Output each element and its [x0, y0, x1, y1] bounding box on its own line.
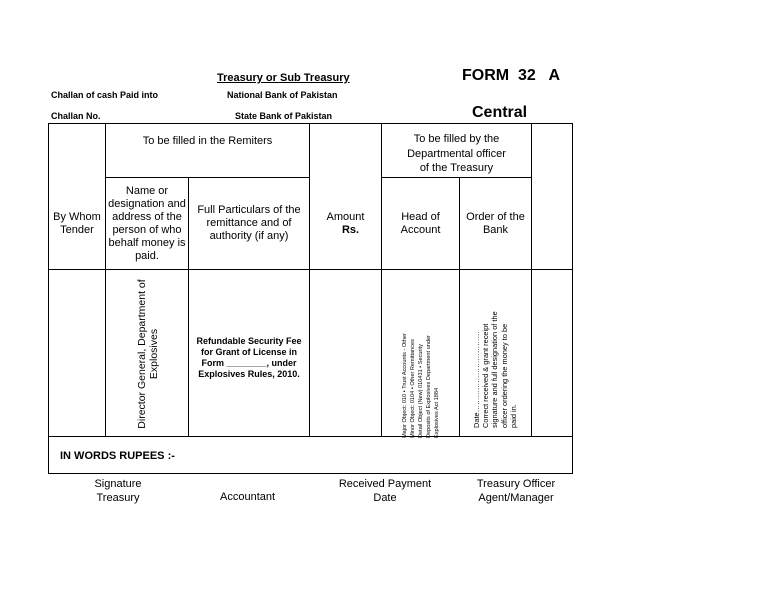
col-divider-3	[309, 124, 310, 436]
order-detail-line: paid in.	[508, 404, 518, 428]
refundable-form-blank: ________	[226, 358, 267, 368]
name-designation-header: Name or designation and address of the person of who behalf money is paid.	[108, 184, 186, 262]
col-divider-6	[531, 124, 532, 436]
refundable-fee-text	[190, 336, 308, 380]
row-divider-words	[48, 436, 573, 437]
refundable-line3: Explosives Rules, 2010.	[198, 369, 300, 379]
refundable-line2	[190, 358, 308, 369]
order-of-bank-header: Order of the Bank	[466, 210, 525, 236]
central-label: Central	[472, 104, 528, 121]
head-detail-line: Major Object: 010 • Trust Accounts - Other	[402, 333, 408, 438]
treasury-officer-label: Treasury Officer	[476, 478, 556, 490]
refundable-under-word: , under	[266, 358, 297, 368]
treasury-officer-block	[466, 477, 566, 505]
amount-label: Amount	[326, 210, 365, 223]
received-payment-label: Received Payment	[338, 478, 432, 490]
order-detail-line: Correct received & grant receipt	[481, 323, 491, 428]
by-whom-tender: By Whom Tender	[53, 210, 101, 236]
signature-treasury	[78, 477, 158, 505]
signature-label: Signature	[94, 478, 142, 490]
national-bank-label: National Bank of Pakistan	[227, 90, 338, 100]
refundable-form-word: Form	[201, 358, 224, 368]
rs-label: Rs.	[341, 223, 360, 236]
head-detail-line: Detail Object (New) 010431 • Security	[418, 344, 424, 438]
state-bank-label: State Bank of Pakistan	[235, 111, 333, 121]
head-detail-line: Minor Object: 0104 • Other Remittances	[410, 339, 416, 438]
challan-of-cash-label: Challan of cash Paid into	[51, 90, 159, 100]
date-label: Date	[373, 492, 397, 504]
in-words-label: IN WORDS RUPEES :-	[60, 450, 175, 462]
order-detail-line: Date……………………………	[471, 331, 481, 428]
col-divider-1	[105, 124, 106, 436]
head-detail-line: Explosives Act 1884	[434, 387, 440, 438]
order-detail-line: officer ordering the money to be	[499, 323, 509, 428]
director-general-text: Director General, Department of Explosives	[136, 279, 160, 429]
remiters-header: To be filled in the Remiters	[142, 134, 273, 147]
refundable-line1: Refundable Security Fee for Grant of License in	[196, 336, 302, 357]
form-label: FORM 32 A	[462, 67, 561, 84]
received-payment-block	[330, 477, 440, 505]
agent-manager-label: Agent/Manager	[478, 492, 554, 504]
full-particulars-header: Full Particulars of the remittance and of authority (if any)	[197, 204, 301, 242]
head-detail-line: Deposits of Explosives Department under	[426, 335, 432, 438]
challan-no-label: Challan No.	[51, 111, 101, 121]
treasury-label: Treasury	[96, 492, 140, 504]
accountant-label: Accountant	[220, 491, 276, 503]
dept-header: To be filled by the Departmental officer of the Treasury	[407, 133, 506, 175]
order-details-block	[471, 278, 519, 428]
treasury-title: Treasury or Sub Treasury	[217, 72, 350, 84]
head-details-block	[397, 288, 445, 438]
order-detail-line: signature and full designation of the	[490, 311, 500, 428]
row-divider-header	[48, 269, 573, 270]
head-of-account-header: Head of Account	[400, 210, 441, 236]
amount-header	[310, 178, 381, 269]
